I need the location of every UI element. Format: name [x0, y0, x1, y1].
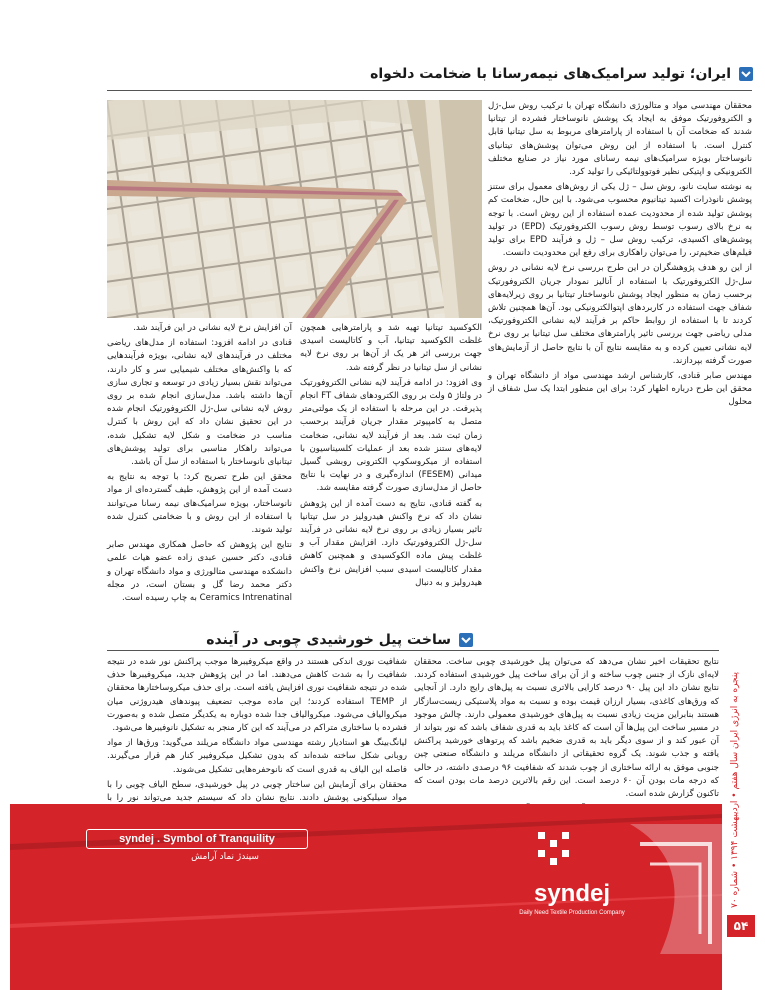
- issue-sidebar: [726, 640, 754, 940]
- article2-rule: [107, 650, 719, 651]
- ad-brand-tagline: Daily Need Textile Production Company: [519, 910, 625, 916]
- ad-brand: syndej: [533, 880, 611, 907]
- paragraph: از این رو هدف پژوهشگران در این طرح بررسی نرخ لایه نشانی در روش سل-ژل الکتروفورتیک با استفاده از آنالیز نمودار جریان الکتروفورتیک برحسب زمان به منظور ایجاد پوشش نانوساختار تیتانیا بر روی زیرلایه‌های شفاف جهت استفاده در کاربردهای اپتوالکترونیکی بود. آن‌ها همچنین تلاش کردند تا با استفاده از روابط حاکم بر فرآیند لایه نشانی الکتروفورتیک، مدلی ریاضی جهت بررسی تاثیر پارامترهای مختلف سل تیتانیا بر روی نرخ لایه نشانی تعیین کرده و به مقایسه نتایج آن با نتایج حاصل از آزمایش‌های صورت گرفته بپردازند.: [488, 263, 752, 366]
- paragraph: محقق این طرح تصریح کرد: با توجه به نتایج به دست آمده از این پژوهش، طیف گسترده‌ای از مواد نانوساختار، بویژه سرامیک‌های نیمه رسانا می‌توانند با استفاده از این روش و با ضخامتی کنترل شده تولید شوند.: [107, 472, 292, 536]
- tile-floor-photo: [107, 100, 482, 318]
- paragraph: شفافیت نوری اندکی هستند در واقع میکروفیبرها موجب پراکنش نور شده در نتیجه شفافیت را به شدت کاهش می‌دهند. اما در این پژوهش جدید، میکروفیبرها حذف شده در نتیجه شفافیت نوری افزایش یافته است. برای حذف میکروساختارها محققان از TEMP استفاده کردند؛ این ماده موجب تضعیف پیوندهای هیدروژنی میان میکروالیاف می‌شود. میکروالیاف جدا شده دوباره به یکدیگر متصل شده و به‌صورت فشرده با ساختاری متراکم در می‌آیند که این کار منجر به تشکیل نانوفیبرها می‌شود.: [107, 657, 407, 734]
- paragraph: الکوکسید تیتانیا تهیه شد و پارامترهایی همچون غلظت الکوکسید تیتانیا، آب و کاتالیست اسیدی جهت بررسی اثر هر یک از آن‌ها بر روی نرخ لایه نشانی از سل تیتانیا در نظر گرفته شد.: [300, 323, 482, 373]
- article1-column-middle: [300, 322, 482, 612]
- article1-column-left: [107, 322, 292, 612]
- article1-heading: [370, 66, 753, 82]
- paragraph: محققان مهندسی مواد و متالورژی دانشگاه تهران با ترکیب روش سل-ژل و الکتروفورتیک موفق به ایجاد یک پوشش نانوساختار فشرده از تیتانیا شدند که ضخامت آن با استفاده از پارامترهای مربوط به سل تیتانیا قابل کنترل است. با استفاده از این روش می‌توان پوشش‌های تیتانیای نانوساختار بویژه سرامیک‌های نیمه رسانای مورد نیاز در صنایع مختلف الکترونیکی و اپتیکی نظیر فوتوولتائیکی را تولید کرد.: [488, 101, 752, 178]
- paragraph: به نوشته سایت نانو، روش سل – ژل یکی از روش‌های معمول برای ستنز پوشش نانوذرات اکسید تیتانیوم محسوب می‌شود. با این حال، ضخامت کم پوشش تولید شده از محدودیت عمده استفاده از این روش است. با توجه به نرخ بالای رسوب توسط روش رسوب الکتروفورتیک (EPD) در تولید پوشش‌های اکسیدی، ترکیب روش سل – ژل و فرآیند EPD برای تولید فیلم‌های ضخیم‌تر، را می‌توان راهکاری برای رفع این محدودیت دانست.: [488, 182, 753, 259]
- paragraph: نتایج تحقیقات اخیر نشان می‌دهد که می‌توان پیل خورشیدی چوبی ساخت. محققان لایه‌ای نازک از جنس چوب ساخته و از آن برای ساخت پیل خورشیدی استفاده کردند. نتایج نشان داد این پیل ۹۰ درصد کارایی بالاتری نسبت به پیل‌های رایج دارد. از آنجایی که ورق‌های کاغذی، بسیار ارزان قیمت بوده و نسبت به مواد پلاستیکی زیست‌سازگار هستند بنابراین مزیت زیادی نسبت به پیل‌های خورشیدی معمولی دارند. چالش موجود در مسیر ساخت این پیل‌ها آن است که کاغذ باید به قدری شفاف باشد که نور بتواند از آن عبور کند و از سوی دیگر باید به قدری ضخیم باشد که پرتوهای خورشید پراکنش یافته و جذب شوند. یک گروه تحقیقاتی از دانشگاه مریلند و دانشگاه صنعتی چین جنوبی موفق به ارائه ساختاری از چوب شدند که شفافیت ۹۶ درصدی داشته، در حالی که درجه مات بودن آن ۶۰ درصد است. این رقم بالاترین درصد مات بودن است که تاکنون گزارش شده است.: [414, 657, 720, 800]
- paragraph: وی افزود: در ادامه فرآیند لایه نشانی الکتروفورتیک در ولتاژ ۵ ولت بر روی الکترودهای شفاف FT انجام پذیرفت. در این مرحله با استفاده از یک مولتی‌متر متصل به کامپیوتر مقدار جریان فرآیند برحسب زمان ثبت شد. بعد از فرآیند لایه نشانی، ضخامت لایه‌های ستنز شده بعد از عملیات کلسیناسیون با استفاده از میکروسکوپ الکترونی روبشی گسیل میدانی (FESEM) اندازه‌گیری و در نهایت با نتایج حاصل از مدل‌سازی صورت گرفته مقایسه شد.: [300, 377, 482, 494]
- page-number: ۵۴: [727, 915, 755, 937]
- chevron-bullet-icon: [459, 633, 473, 647]
- article2-column-left: [107, 656, 407, 804]
- paragraph: مهندس صابر قنادی، کارشناس ارشد مهندسی مواد از دانشگاه تهران و محقق این طرح درباره اظهار کرد: برای این منظور ابتدا یک سل شفاف از محلول: [488, 371, 752, 408]
- paragraph: محققان برای آزمایش این ساختار چوبی در پیل خورشیدی، سطح الیاف چوبی را با مواد سیلیکونی پوشش دادند. نتایج نشان داد که سیستم جدید می‌تواند نور را با: [107, 779, 407, 804]
- article2-heading: [206, 632, 473, 648]
- paragraph: آن افزایش نرخ لایه نشانی در این فرآیند شد.: [133, 323, 292, 333]
- article1-rule: [107, 90, 752, 91]
- paragraph: قنادی در ادامه افزود: استفاده از مدل‌های ریاضی مختلف در فرآیندهای لایه نشانی، بویژه فرآیندهایی که با واکنش‌های مختلف شیمیایی سر و کار دارند، می‌تواند نقش بسیار زیادی در توسعه و تجاری سازی آن‌ها داشته باشد. مدل‌سازی انجام شده بر روی روش لایه نشانی سل-ژل الکتروفورتیک انجام شده در این تحقیق نشان داد که این روش با کنترل مناسب در ضخامت و شکل لایه تشکیل شده، می‌تواند راهکار مناسبی برای تولید پوشش‌های تیتانیای نانوساختار با استفاده از سل آن باشد.: [107, 338, 292, 468]
- ad-slogan-persian: سیندژ نماد آرامش: [191, 852, 259, 862]
- article1-title: ایران؛ تولید سرامیک‌های نیمه‌رسانا با ضخامت دلخواه: [370, 66, 731, 82]
- article1-column-right: [488, 100, 752, 610]
- article2-title: ساخت پیل خورشیدی چوبی در آینده: [206, 632, 451, 648]
- issue-info: پنجره به انرژی ایران سال هفتم • اردیبهشت ۱۳۹۴ • شماره ۷۰: [730, 671, 740, 909]
- ad-slogan: syndej . Symbol of Tranquility: [86, 829, 308, 849]
- paragraph: به گفته قنادی، نتایج به دست آمده از این پژوهش نشان داد که نرخ واکنش هیدرولیز در سل تیتانیا تاثیر بسیار زیادی بر روی نرخ لایه نشانی در فرآیند سل-ژل الکتروفورتیک دارد. افزایش مقدار آب و غلظت پیش ماده الکوکسیدی و همچنین کاهش مقدار کاتالیست اسیدی سبب افزایش نرخ واکنش هیدرولیز و به دنبال: [300, 498, 482, 588]
- chevron-bullet-icon: [739, 67, 753, 81]
- paragraph: لیانگ‌بینگ هو استادیار رشته مهندسی مواد دانشگاه مریلند می‌گوید: ورق‌ها از مواد روبانی شکل ساخته شده‌اند که بدون تشکیل میکروفیبر کنار هم قرار می‌گیرند. فاصله این الیاف به قدری است که نانوحفره‌هایی تشکیل می‌شوند.: [107, 738, 407, 775]
- paragraph: نتایج این پژوهش که حاصل همکاری مهندس صابر قنادی، دکتر حسین عبدی زاده عضو هیات علمی دانشکده مهندسی متالورژی و مواد دانشگاه تهران و دکتر محمد رضا گل و بستان است، در مجله Ceramics Intrenatinal به چاپ رسیده است.: [107, 540, 292, 604]
- article2-column-right: [414, 656, 719, 804]
